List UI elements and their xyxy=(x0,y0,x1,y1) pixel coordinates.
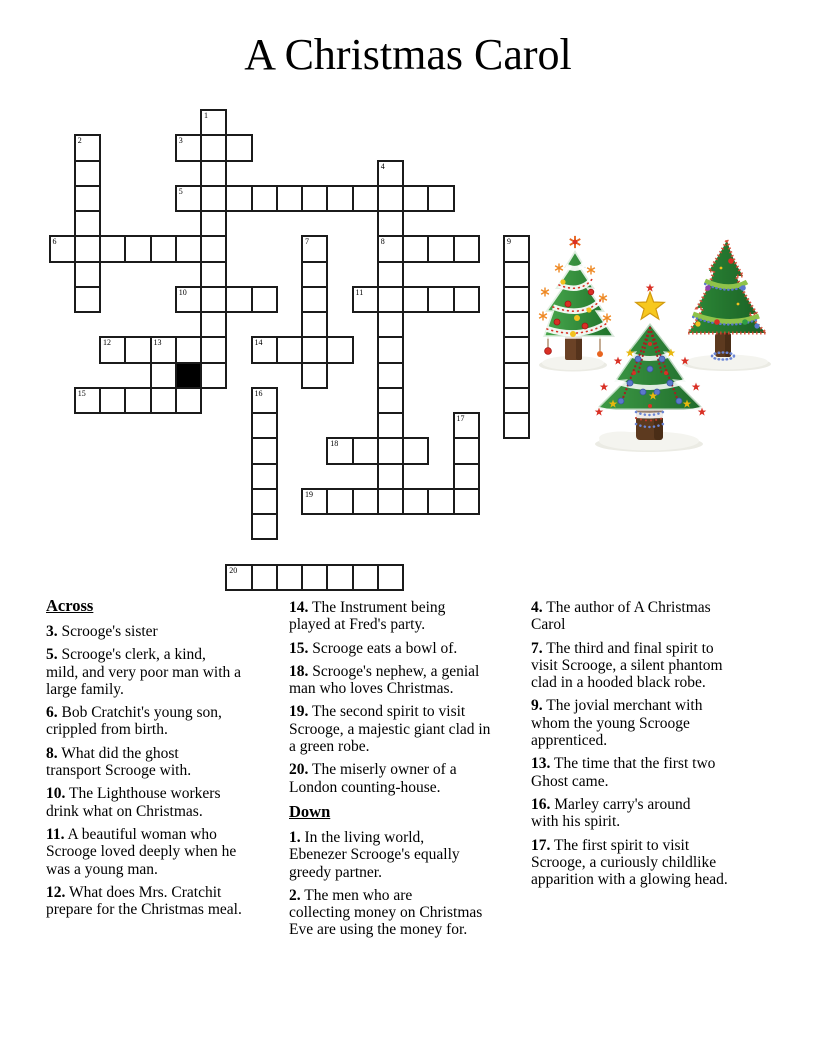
grid-cell[interactable] xyxy=(377,412,404,439)
grid-cell[interactable] xyxy=(225,564,252,591)
grid-cell[interactable] xyxy=(200,210,227,237)
grid-cell[interactable] xyxy=(503,286,530,313)
clue-number: 10. xyxy=(46,785,66,803)
clue-down-13: 13. The time that the first two Ghost came. xyxy=(531,755,716,790)
grid-cell[interactable] xyxy=(150,235,177,262)
cell-number: 7 xyxy=(305,237,309,247)
grid-cell[interactable] xyxy=(124,387,151,414)
grid-cell[interactable] xyxy=(453,235,480,262)
clue-across-5: 5. Scrooge's clerk, a kind, mild, and very poor man with a large family. xyxy=(46,646,241,698)
clue-number: 6. xyxy=(46,704,58,722)
grid-cell[interactable] xyxy=(377,160,404,187)
clue-down-7: 7. The third and final spirit to visit Scrooge, a silent phantom clad in a hooded black robe. xyxy=(531,639,723,692)
cell-number: 10 xyxy=(178,287,187,297)
grid-cell[interactable] xyxy=(301,311,328,338)
cell-number: 8 xyxy=(380,237,385,247)
page-title: A Christmas Carol xyxy=(244,30,572,79)
clue-across-8: 8. What did the ghost transport Scrooge with. xyxy=(46,744,192,780)
grid-cell[interactable] xyxy=(175,235,202,262)
grid-cell[interactable] xyxy=(251,564,278,591)
grid-cell[interactable] xyxy=(251,387,278,414)
grid-cell[interactable] xyxy=(301,488,328,515)
clue-down-2: 2. The men who are collecting money on Christmas Eve are using the money for. xyxy=(289,886,483,939)
grid-cell[interactable] xyxy=(200,185,227,212)
clue-number: 7. xyxy=(531,639,543,657)
grid-cell[interactable] xyxy=(251,488,278,515)
cell-number: 20 xyxy=(229,565,238,575)
clues-down-header: Down xyxy=(289,801,331,821)
clue-across-12: 12. What does Mrs. Cratchit prepare for the Christmas meal. xyxy=(46,883,242,919)
clue-down-4: 4. The author of A Christmas Carol xyxy=(531,599,711,634)
cell-number: 15 xyxy=(77,388,86,398)
grid-cell[interactable] xyxy=(377,437,404,464)
clues-column-2 xyxy=(289,599,533,945)
clue-across-10: 10. The Lighthouse workers drink what on Christmas. xyxy=(46,785,221,820)
cell-number: 19 xyxy=(305,489,313,499)
grid-cell[interactable] xyxy=(352,488,379,515)
clue-across-20: 20. The miserly owner of a London counting-house. xyxy=(289,761,457,796)
clue-number: 14. xyxy=(289,599,309,616)
clue-across-19: 19. The second spirit to visit Scrooge, a majestic giant clad in a green robe. xyxy=(289,703,491,756)
grid-cell[interactable] xyxy=(427,185,454,212)
clues-column-1 xyxy=(46,596,290,924)
grid-cell[interactable] xyxy=(200,160,227,187)
clue-down-1: 1. In the living world, Ebenezer Scrooge's equally greedy partner. xyxy=(289,828,460,881)
grid-cell[interactable] xyxy=(175,286,202,313)
cell-number: 17 xyxy=(456,414,465,423)
grid-cell[interactable] xyxy=(251,336,278,363)
grid-cell[interactable] xyxy=(352,185,379,212)
grid-cell[interactable] xyxy=(74,134,101,161)
grid-cell[interactable] xyxy=(377,336,404,363)
clue-number: 4. xyxy=(531,599,543,616)
grid-cell[interactable] xyxy=(175,134,202,161)
grid-cell[interactable] xyxy=(352,564,379,591)
grid-cell[interactable] xyxy=(251,286,278,313)
cell-number: 14 xyxy=(254,338,263,348)
clue-across-11: 11. A beautiful woman who Scrooge loved deeply when he was a young man. xyxy=(46,825,237,878)
grid-cell[interactable] xyxy=(200,261,227,288)
clue-number: 1. xyxy=(289,828,301,846)
grid-cell[interactable] xyxy=(453,286,480,313)
grid-cell[interactable] xyxy=(301,235,328,262)
grid-cell[interactable] xyxy=(175,336,202,363)
grid-cell[interactable] xyxy=(402,235,429,262)
grid-cell[interactable] xyxy=(377,235,404,262)
clues-column-3 xyxy=(531,599,777,894)
grid-cell[interactable] xyxy=(326,336,353,363)
grid-cell[interactable] xyxy=(453,463,480,490)
grid-cell[interactable] xyxy=(99,387,126,414)
grid-cell[interactable] xyxy=(99,235,126,262)
christmas-tree-right xyxy=(683,240,771,371)
grid-cell[interactable] xyxy=(402,488,429,515)
grid-cell[interactable] xyxy=(301,362,328,389)
cell-number: 18 xyxy=(330,439,339,449)
clue-down-17: 17. The first spirit to visit Scrooge, a curiously childlike apparition with a glowing head. xyxy=(531,836,728,889)
clue-number: 15. xyxy=(289,639,309,657)
grid-cell[interactable] xyxy=(74,185,101,212)
clue-number: 11. xyxy=(46,825,65,843)
grid-cell[interactable] xyxy=(200,134,227,161)
grid-cell[interactable] xyxy=(124,235,151,262)
grid-cell[interactable] xyxy=(301,336,328,363)
grid-cell[interactable] xyxy=(251,412,278,439)
grid-cell[interactable] xyxy=(377,185,404,212)
clue-number: 20. xyxy=(289,761,309,779)
clue-across-14: 14. The Instrument being played at Fred's party. xyxy=(289,599,446,634)
grid-cell[interactable] xyxy=(377,463,404,490)
grid-cell[interactable] xyxy=(453,412,480,439)
christmas-tree-left xyxy=(539,236,615,372)
grid-cell[interactable] xyxy=(74,235,101,262)
grid-cell[interactable] xyxy=(200,109,227,136)
cell-number: 12 xyxy=(103,338,111,348)
grid-cell[interactable] xyxy=(503,235,530,262)
clues-across-header: Across xyxy=(46,596,94,615)
clue-number: 8. xyxy=(46,744,58,762)
grid-cell[interactable] xyxy=(99,336,126,363)
grid-cell[interactable] xyxy=(377,311,404,338)
grid-cell[interactable] xyxy=(453,437,480,464)
clue-down-16: 16. Marley carry's around with his spirit. xyxy=(531,795,691,831)
grid-cell[interactable] xyxy=(150,336,177,363)
clue-down-9: 9. The jovial merchant with whom the young Scrooge apprenticed. xyxy=(531,697,703,750)
grid-cell[interactable] xyxy=(175,387,202,414)
grid-cell[interactable] xyxy=(225,134,252,161)
grid-cell[interactable] xyxy=(200,235,227,262)
grid-cell[interactable] xyxy=(124,336,151,363)
grid-cell[interactable] xyxy=(326,488,353,515)
grid-cell[interactable] xyxy=(377,261,404,288)
clue-number: 2. xyxy=(289,886,301,904)
grid-cell[interactable] xyxy=(503,311,530,338)
grid-cell[interactable] xyxy=(74,286,101,313)
grid-cell[interactable] xyxy=(377,362,404,389)
grid-cell[interactable] xyxy=(402,185,429,212)
cell-number: 13 xyxy=(153,338,162,348)
clue-across-3: 3. Scrooge's sister xyxy=(46,623,158,640)
grid-cell[interactable] xyxy=(503,387,530,414)
grid-cell[interactable] xyxy=(200,362,227,389)
grid-cell[interactable] xyxy=(301,286,328,313)
grid-cell[interactable] xyxy=(503,261,530,288)
clue-number: 18. xyxy=(289,662,309,680)
grid-cell[interactable] xyxy=(74,210,101,237)
grid-cell[interactable] xyxy=(251,437,278,464)
grid-cell[interactable] xyxy=(377,387,404,414)
grid-cell[interactable] xyxy=(402,286,429,313)
clue-number: 9. xyxy=(531,697,543,715)
grid-cell[interactable] xyxy=(276,185,303,212)
grid-cell[interactable] xyxy=(503,362,530,389)
grid-cell[interactable] xyxy=(200,286,227,313)
cell-number: 5 xyxy=(178,186,183,196)
grid-cell[interactable] xyxy=(503,336,530,363)
grid-cell[interactable] xyxy=(49,235,76,262)
christmas-trees-illustration xyxy=(533,226,783,471)
grid-cell[interactable] xyxy=(377,210,404,237)
grid-cell[interactable] xyxy=(251,185,278,212)
grid-cell[interactable] xyxy=(175,185,202,212)
grid-cell[interactable] xyxy=(251,463,278,490)
grid-cell[interactable] xyxy=(427,235,454,262)
grid-cell[interactable] xyxy=(352,437,379,464)
grid-cell[interactable] xyxy=(326,185,353,212)
grid-cell[interactable] xyxy=(326,564,353,591)
clue-number: 17. xyxy=(531,836,551,854)
cell-number: 11 xyxy=(355,287,364,297)
clue-across-18: 18. Scrooge's nephew, a genial man who loves Christmas. xyxy=(289,662,480,698)
clue-across-15: 15. Scrooge eats a bowl of. xyxy=(289,639,458,657)
grid-cell[interactable] xyxy=(301,564,328,591)
grid-cell[interactable] xyxy=(251,513,278,540)
grid-cell[interactable] xyxy=(377,488,404,515)
clue-number: 3. xyxy=(46,623,58,640)
grid-cell[interactable] xyxy=(225,185,252,212)
grid-cell[interactable] xyxy=(200,336,227,363)
cell-number: 9 xyxy=(507,237,511,247)
cell-number: 6 xyxy=(52,237,57,247)
clue-number: 13. xyxy=(531,755,551,773)
clue-number: 5. xyxy=(46,646,58,664)
grid-cell[interactable] xyxy=(453,488,480,515)
grid-cell[interactable] xyxy=(402,437,429,464)
grid-cell[interactable] xyxy=(150,362,177,389)
grid-cell[interactable] xyxy=(276,564,303,591)
grid-cell[interactable] xyxy=(200,311,227,338)
grid-cell[interactable] xyxy=(427,286,454,313)
grid-cell[interactable] xyxy=(301,185,328,212)
grid-cell[interactable] xyxy=(74,387,101,414)
clue-number: 12. xyxy=(46,883,66,901)
grid-cell[interactable] xyxy=(74,160,101,187)
cell-number: 3 xyxy=(178,136,183,146)
clue-number: 19. xyxy=(289,703,309,721)
grid-cell[interactable] xyxy=(352,286,379,313)
cell-number: 1 xyxy=(204,111,208,120)
cell-number: 2 xyxy=(77,136,82,146)
christmas-tree-middle xyxy=(595,284,707,453)
grid-cell[interactable] xyxy=(74,261,101,288)
cell-number: 4 xyxy=(380,161,385,171)
grid-cell[interactable] xyxy=(326,437,353,464)
grid-cell[interactable] xyxy=(377,286,404,313)
grid-cell[interactable] xyxy=(427,488,454,515)
clue-across-6: 6. Bob Cratchit's young son, crippled from birth. xyxy=(46,704,222,739)
cell-number: 16 xyxy=(254,388,263,398)
black-cell xyxy=(175,362,202,389)
grid-cell[interactable] xyxy=(276,336,303,363)
grid-cell[interactable] xyxy=(150,387,177,414)
grid-cell[interactable] xyxy=(503,412,530,439)
grid-cell[interactable] xyxy=(225,286,252,313)
grid-cell[interactable] xyxy=(377,564,404,591)
grid-cell[interactable] xyxy=(301,261,328,288)
clue-number: 16. xyxy=(531,795,551,813)
